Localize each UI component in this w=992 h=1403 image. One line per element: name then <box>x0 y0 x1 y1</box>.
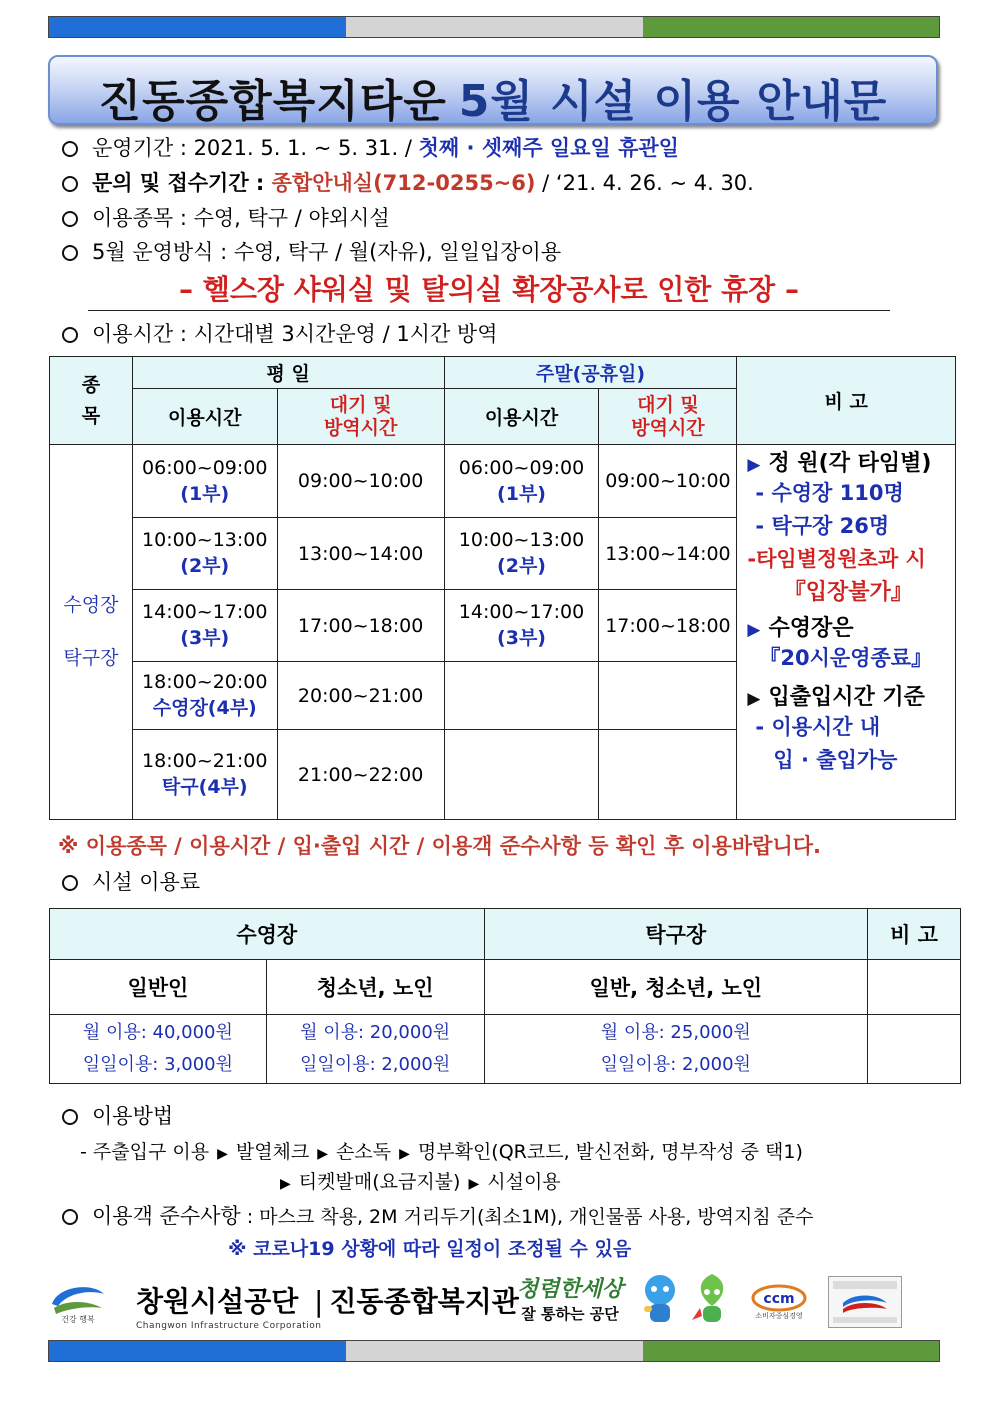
closed-days: 첫째 · 셋째주 일요일 휴관일 <box>418 136 679 160</box>
we-empty <box>444 662 599 730</box>
wd-time: 14:00~17:00 <box>142 601 268 623</box>
ccm-sub: 소비자중심경영 <box>755 1312 803 1320</box>
triangle-icon: ▶ <box>317 1146 329 1162</box>
usage-warning: ※ 이용종목 / 이용시간 / 입·출입 시간 / 이용객 준수사항 등 확인 후 이용바랍니다. <box>58 834 822 858</box>
we-use-header: 이용시간 <box>444 389 599 445</box>
rules-text: : 마스크 착용, 2M 거리두기(최소1M), 개인물품 사용, 방역지침 준수 <box>240 1206 814 1228</box>
schedule-cell <box>444 445 599 518</box>
info-period <box>62 132 679 162</box>
bottom-bar-green <box>643 1341 939 1361</box>
schedule-cell <box>132 518 277 590</box>
triangle-icon: ▶ <box>747 455 761 475</box>
bullet-icon <box>62 1209 78 1225</box>
contact-phone: 종합안내실(712-0255~6) <box>271 171 536 195</box>
bullet-icon <box>62 875 78 891</box>
contact-period: / ‘21. 4. 26. ~ 4. 30. <box>535 171 754 195</box>
capacity-tt: - 탁구장 26명 <box>755 514 890 538</box>
fee-tt-all <box>484 1015 868 1084</box>
schedule-table <box>49 356 956 820</box>
entry-head <box>747 687 949 709</box>
entry-title: 입출입시간 기준 <box>768 685 925 710</box>
wd-part: 수영장(4부) <box>152 697 257 719</box>
we-wait-header: 대기 및 방역시간 <box>599 389 737 445</box>
step-fever: 발열체크 <box>235 1141 310 1163</box>
wd-wait: 21:00~22:00 <box>277 730 444 820</box>
step-sanitize: 손소독 <box>336 1141 392 1163</box>
info-method <box>62 236 561 266</box>
ccm-logo-icon <box>748 1282 810 1322</box>
covid-note: ※ 코로나19 상황에 따라 일정이 조정될 수 있음 <box>228 1238 632 1260</box>
wd-time: 06:00~09:00 <box>142 456 268 479</box>
schedule-cell <box>132 662 277 730</box>
method-text: 5월 운영방식 : 수영, 탁구 / 월(자유), 일일입장이용 <box>92 240 562 264</box>
we-time: 06:00~09:00 <box>458 456 585 479</box>
hours-text: 이용시간 : 시간대별 3시간운영 / 1시간 방역 <box>92 322 498 346</box>
fee-youth-header: 청소년, 노인 <box>266 960 484 1015</box>
wd-wait-header: 대기 및 방역시간 <box>277 389 444 445</box>
we-time: 10:00~13:00 <box>458 529 585 551</box>
fee-tt-header: 탁구장 <box>484 909 868 960</box>
fee-empty <box>868 960 961 1015</box>
method-heading-text: 이용방법 <box>92 1104 174 1128</box>
capacity-pool: - 수영장 110명 <box>755 481 904 505</box>
wd-wait: 09:00~10:00 <box>277 445 444 518</box>
ccm-text: ccm <box>763 1291 795 1307</box>
fee-pool-general <box>50 1015 267 1084</box>
we-wait: 09:00~10:00 <box>599 445 737 518</box>
facility-cell <box>50 445 133 820</box>
entry-denied: 『입장불가』 <box>783 580 913 605</box>
fee-monthly: 월 이용: 20,000원 <box>300 1021 451 1043</box>
slogan <box>510 1272 630 1324</box>
method-line2 <box>272 1167 561 1194</box>
weekday-header: 평 일 <box>132 357 444 389</box>
schedule-cell <box>444 590 599 662</box>
bullet-icon <box>62 141 78 157</box>
remark-header: 비 고 <box>737 357 956 445</box>
bullet-icon <box>62 176 78 192</box>
schedule-cell <box>444 518 599 590</box>
fees-heading <box>62 866 200 896</box>
capacity-title: 정 원(각 타임별) <box>768 451 932 476</box>
triangle-icon: ▶ <box>217 1146 228 1162</box>
fee-pool-header: 수영장 <box>50 909 485 960</box>
bottom-bar-blue <box>49 1341 346 1361</box>
rules <box>62 1200 814 1230</box>
fee-remark-header: 비 고 <box>868 909 961 960</box>
contact-label: 문의 및 접수기간 : <box>92 171 272 195</box>
step-use: 시설이용 <box>487 1171 561 1193</box>
footer <box>48 1270 940 1332</box>
fee-daily: 일일이용: 2,000원 <box>300 1054 451 1075</box>
bullet-icon <box>62 1109 78 1125</box>
brand-divider: | <box>314 1285 324 1318</box>
wd-time: 18:00~21:00 <box>142 750 268 772</box>
closure-notice: – 헬스장 샤워실 및 탈의실 확장공사로 인한 휴장 – <box>88 268 890 311</box>
triangle-icon: ▶ <box>747 620 761 640</box>
rules-label: 이용객 준수사항 <box>92 1204 241 1228</box>
mascot-green-icon <box>688 1272 736 1328</box>
bullet-icon <box>62 327 78 343</box>
mascot-blue-icon <box>636 1272 684 1328</box>
title-banner <box>48 55 938 125</box>
brand-name: 창원시설공단 <box>136 1285 299 1318</box>
pool-end: 『20시운영종료』 <box>759 646 933 670</box>
fee-monthly: 월 이용: 40,000원 <box>82 1021 233 1043</box>
fee-empty <box>868 1015 961 1084</box>
page-title <box>50 65 936 129</box>
we-time: 14:00~17:00 <box>458 601 585 623</box>
wd-wait: 13:00~14:00 <box>277 518 444 590</box>
fee-general-header: 일반인 <box>50 960 267 1015</box>
branch-name: 진동종합복지관 <box>329 1285 519 1318</box>
wd-part: (1부) <box>180 482 230 505</box>
info-items <box>62 202 390 232</box>
triangle-icon: ▶ <box>399 1146 410 1162</box>
triangle-icon: ▶ <box>468 1176 480 1192</box>
we-part: (3부) <box>497 627 546 649</box>
wd-part: 탁구(4부) <box>161 776 248 798</box>
facility-tt: 탁구장 <box>63 647 119 669</box>
fee-pool-youth <box>266 1015 484 1084</box>
step-entrance: - 주출입구 이용 <box>80 1141 210 1163</box>
wd-wait: 20:00~21:00 <box>277 662 444 730</box>
bottom-color-bar <box>48 1340 940 1362</box>
schedule-cell <box>132 590 277 662</box>
wd-time: 18:00~20:00 <box>142 671 268 693</box>
we-part: (2부) <box>497 555 546 577</box>
fee-monthly: 월 이용: 25,000원 <box>600 1021 751 1043</box>
we-part: (1부) <box>497 482 546 505</box>
top-bar-blue <box>49 17 346 37</box>
schedule-cell <box>132 445 277 518</box>
wd-time: 10:00~13:00 <box>142 529 268 551</box>
brand-english: Changwon Infrastructure Corporation <box>136 1321 322 1331</box>
fees-heading-text: 시설 이용료 <box>92 870 201 894</box>
brand <box>136 1280 519 1331</box>
items-text: 이용종목 : 수영, 탁구 / 야외시설 <box>92 206 390 230</box>
we-empty <box>599 730 737 820</box>
we-empty <box>444 730 599 820</box>
period-label: 운영기간 : 2021. 5. 1. ~ 5. 31. / <box>92 136 419 160</box>
corporation-logo-icon <box>48 1280 108 1324</box>
step-ticket: 티켓발매(요금지불) <box>298 1171 461 1193</box>
wd-use-header: 이용시간 <box>132 389 277 445</box>
we-wait: 13:00~14:00 <box>599 518 737 590</box>
entry-rule1: - 이용시간 내 <box>755 715 881 739</box>
schedule-cell <box>132 730 277 820</box>
method-line1 <box>80 1137 803 1164</box>
bullet-icon <box>62 211 78 227</box>
we-empty <box>599 662 737 730</box>
entry-rule2: 입 · 출입가능 <box>773 748 898 772</box>
pool-head <box>747 618 949 640</box>
certification-emblem-icon <box>828 1276 902 1328</box>
info-hours <box>62 318 498 348</box>
capacity-head <box>747 453 949 475</box>
wd-part: (3부) <box>180 627 230 649</box>
title-org: 진동종합복지타운 <box>98 76 447 127</box>
wd-part: (2부) <box>180 555 230 577</box>
bottom-bar-gray <box>346 1341 643 1361</box>
we-wait: 17:00~18:00 <box>599 590 737 662</box>
triangle-icon: ▶ <box>280 1176 291 1192</box>
weekend-header: 주말(공휴일) <box>444 357 737 389</box>
fee-daily: 일일이용: 2,000원 <box>600 1054 751 1075</box>
col-item-header: 종 목 <box>50 357 133 445</box>
fee-all-header: 일반, 청소년, 노인 <box>484 960 868 1015</box>
triangle-icon: ▶ <box>747 689 761 709</box>
pool-title: 수영장은 <box>768 616 854 641</box>
slogan-sub: 잘 통하는 공단 <box>521 1305 619 1323</box>
fees-table <box>49 908 961 1084</box>
bullet-icon <box>62 245 78 261</box>
top-bar-green <box>643 17 939 37</box>
method-heading <box>62 1100 173 1130</box>
fee-daily: 일일이용: 3,000원 <box>82 1054 234 1075</box>
slogan-main: 청렴한세상 <box>516 1277 624 1302</box>
step-register: 명부확인(QR코드, 발신전화, 명부작성 중 택1) <box>417 1141 803 1163</box>
wd-wait: 17:00~18:00 <box>277 590 444 662</box>
facility-pool: 수영장 <box>63 593 119 616</box>
remarks-cell <box>737 445 956 820</box>
capacity-over: -타임별정원초과 시 <box>747 547 926 571</box>
title-subject: 5월 시설 이용 안내문 <box>458 76 888 127</box>
info-contact <box>62 167 754 197</box>
logo-caption: 건강 행복 <box>61 1315 95 1324</box>
top-bar-gray <box>346 17 643 37</box>
top-color-bar <box>48 16 940 38</box>
